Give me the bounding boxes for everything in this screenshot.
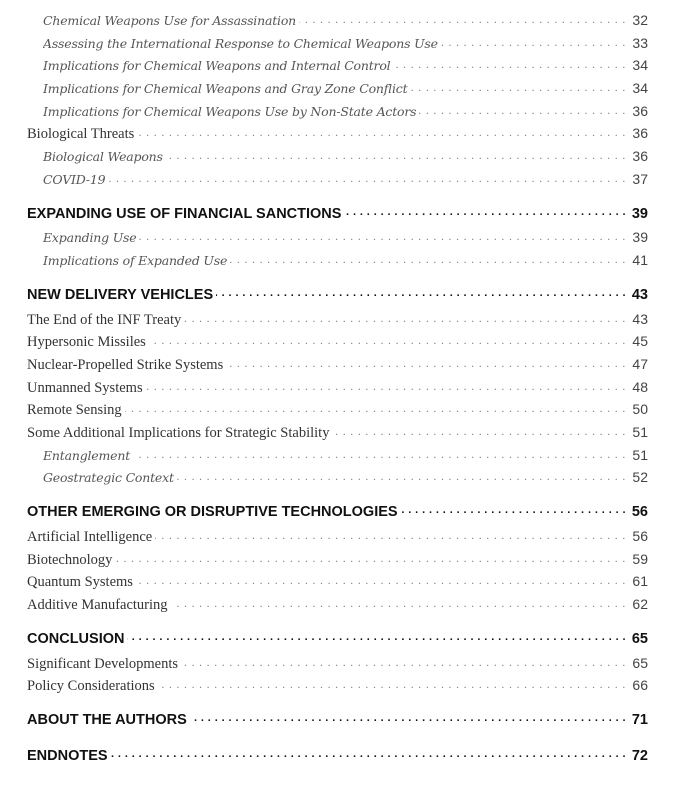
toc-page-number: 61 [632, 573, 648, 589]
toc-entry[interactable] [0, 677, 680, 699]
toc-entry[interactable] [0, 125, 680, 147]
toc-page-number: 65 [632, 655, 648, 671]
dot-leader [230, 255, 626, 265]
toc-entry[interactable] [0, 379, 680, 401]
toc-entry-title: Significant Developments [27, 656, 179, 672]
toc-page-number: 33 [632, 35, 648, 51]
toc-chapter-entry[interactable] [0, 206, 680, 228]
toc-chapter-title: ABOUT THE AUTHORS [27, 712, 187, 728]
dot-leader [299, 15, 626, 25]
toc-page-number: 37 [632, 171, 648, 187]
toc-chapter-entry[interactable] [0, 748, 680, 770]
toc-entry-title: Implications for Chemical Weapons and Gray Zone Conflict [43, 81, 408, 96]
toc-entry[interactable] [0, 57, 680, 79]
toc-entry[interactable] [0, 103, 680, 125]
toc-page-number: 36 [632, 148, 648, 164]
dot-leader [127, 632, 626, 643]
toc-page-number: 34 [632, 80, 648, 96]
toc-page-number: 39 [631, 206, 648, 222]
toc-page-number: 36 [632, 103, 648, 119]
toc-page-number: 56 [632, 528, 648, 544]
dot-leader [137, 128, 626, 138]
toc-entry-title: Assessing the International Response to Chemical Weapons Use [43, 36, 438, 51]
toc-entry[interactable] [0, 12, 680, 34]
toc-page-number: 45 [632, 333, 648, 349]
toc-page-number: 56 [631, 504, 648, 520]
toc-chapter-title: OTHER EMERGING OR DISRUPTIVE TECHNOLOGIES [27, 504, 398, 520]
dot-leader [155, 531, 626, 541]
toc-page-number: 34 [632, 57, 648, 73]
dot-leader [171, 599, 626, 609]
toc-page-number: 51 [632, 424, 648, 440]
toc-entry-title: Policy Considerations [27, 678, 155, 694]
toc-page-number: 47 [632, 356, 648, 372]
toc-entry-title: Nuclear-Propelled Strike Systems [27, 357, 224, 373]
toc-entry[interactable] [0, 528, 680, 550]
toc-entry-title: Hypersonic Missiles [27, 334, 146, 350]
toc-page-number: 43 [632, 311, 648, 327]
dot-leader [111, 749, 626, 760]
toc-page-number: 32 [632, 12, 648, 28]
toc-entry[interactable] [0, 148, 680, 170]
toc-entry[interactable] [0, 424, 680, 446]
toc-entry-title: Additive Manufacturing [27, 597, 168, 613]
toc-chapter-title: CONCLUSION [27, 631, 125, 647]
toc-page-number: 41 [632, 252, 648, 268]
dot-leader [133, 450, 626, 460]
dot-leader [344, 207, 626, 218]
toc-entry[interactable] [0, 229, 680, 251]
dot-leader [139, 232, 626, 242]
dot-leader [184, 314, 626, 324]
dot-leader [226, 359, 626, 369]
toc-page-number: 65 [631, 631, 648, 647]
toc-chapter-entry[interactable] [0, 712, 680, 734]
toc-entry-title: Quantum Systems [27, 574, 133, 590]
toc-page-number: 48 [632, 379, 648, 395]
toc-page-number: 39 [632, 229, 648, 245]
toc-entry-title: Implications of Expanded Use [43, 253, 228, 268]
dot-leader [136, 576, 626, 586]
toc-entry[interactable] [0, 401, 680, 423]
toc-entry[interactable] [0, 80, 680, 102]
toc-chapter-entry[interactable] [0, 631, 680, 653]
toc-entry[interactable] [0, 171, 680, 193]
dot-leader [332, 427, 626, 437]
toc-entry[interactable] [0, 333, 680, 355]
dot-leader [410, 83, 626, 93]
toc-entry-title: The End of the INF Treaty [27, 312, 182, 328]
toc-chapter-title: ENDNOTES [27, 748, 108, 764]
toc-entry-title: Expanding Use [43, 230, 137, 245]
toc-entry[interactable] [0, 35, 680, 57]
toc-page-number: 62 [632, 596, 648, 612]
toc-entry[interactable] [0, 447, 680, 469]
toc-page-number: 52 [632, 469, 648, 485]
dot-leader [177, 472, 626, 482]
toc-chapter-title: NEW DELIVERY VEHICLES [27, 287, 214, 303]
toc-page-number: 72 [631, 748, 648, 764]
dot-leader [108, 174, 626, 184]
toc-chapter-entry[interactable] [0, 504, 680, 526]
dot-leader [190, 713, 626, 724]
toc-page-number: 51 [632, 447, 648, 463]
toc-page-number: 50 [632, 401, 648, 417]
dot-leader [158, 680, 626, 690]
dot-leader [441, 38, 626, 48]
toc-entry-title: Biological Weapons [43, 149, 163, 164]
toc-entry-title: Remote Sensing [27, 402, 122, 418]
toc-entry[interactable] [0, 469, 680, 491]
toc-entry-title: Implications for Chemical Weapons Use by Non-State Actors [43, 104, 417, 119]
toc-entry[interactable] [0, 573, 680, 595]
dot-leader [115, 554, 626, 564]
toc-entry-title: Chemical Weapons Use for Assassination [43, 13, 296, 28]
dot-leader [401, 505, 626, 516]
toc-page-number: 43 [631, 287, 648, 303]
toc-chapter-entry[interactable] [0, 287, 680, 309]
toc-entry-title: Artificial Intelligence [27, 529, 153, 545]
toc-entry[interactable] [0, 252, 680, 274]
dot-leader [146, 382, 626, 392]
dot-leader [149, 336, 626, 346]
toc-entry[interactable] [0, 551, 680, 573]
toc-entry-title: Some Additional Implications for Strategic Stability [27, 425, 330, 441]
toc-page-number: 71 [631, 712, 648, 728]
toc-entry-title: Biological Threats [27, 126, 135, 142]
toc-page-number: 36 [632, 125, 648, 141]
toc-entry[interactable] [0, 311, 680, 333]
toc-page-number: 66 [632, 677, 648, 693]
dot-leader [125, 404, 626, 414]
toc-entry-title: COVID-19 [43, 172, 106, 187]
toc-page-number: 59 [632, 551, 648, 567]
toc-entry[interactable] [0, 596, 680, 618]
toc-entry-title: Geostrategic Context [43, 470, 174, 485]
dot-leader [166, 151, 626, 161]
dot-leader [181, 658, 626, 668]
dot-leader [393, 60, 626, 70]
dot-leader [419, 106, 626, 116]
toc-entry[interactable] [0, 356, 680, 378]
toc-entry[interactable] [0, 655, 680, 677]
toc-entry-title: Entanglement [43, 448, 131, 463]
toc-entry-title: Biotechnology [27, 552, 113, 568]
dot-leader [216, 288, 626, 299]
toc-entry-title: Implications for Chemical Weapons and Internal Control [43, 58, 391, 73]
toc-entry-title: Unmanned Systems [27, 380, 143, 396]
toc-chapter-title: EXPANDING USE OF FINANCIAL SANCTIONS [27, 206, 342, 222]
